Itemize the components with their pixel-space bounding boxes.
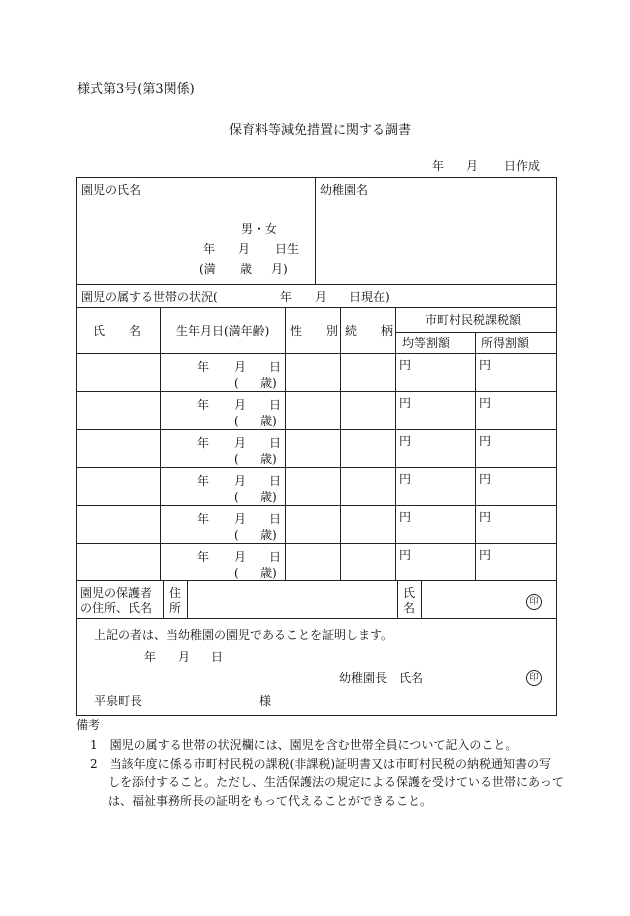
guardian-divider-2 [187, 580, 188, 618]
row-equal-yen: 円 [399, 510, 412, 524]
guardian-label-line2: の住所、氏名 [80, 601, 153, 615]
row-age-open: ( [234, 528, 239, 542]
date-year: 年 [432, 159, 445, 173]
principal-seal-icon: 印 [526, 670, 542, 686]
certification-year: 年 [144, 650, 157, 664]
addressee-honorific: 様 [259, 694, 272, 708]
birth-month: 月 [238, 242, 251, 256]
col-divider-2 [285, 307, 286, 580]
addressee: 平泉町長 [94, 694, 143, 708]
row-income-yen: 円 [479, 548, 492, 562]
row-equal-yen: 円 [399, 396, 412, 410]
row-birth-year: 年 [197, 398, 210, 412]
row-age-open: ( [234, 452, 239, 466]
row-equal-yen: 円 [399, 472, 412, 486]
child-name-label: 園児の氏名 [81, 183, 142, 197]
row-age-close: 歳) [260, 490, 277, 504]
row-separator [76, 429, 557, 430]
row-age-open: ( [234, 376, 239, 390]
gender-selection: 男・女 [241, 222, 278, 236]
column-header-sex: 性 別 [290, 324, 339, 338]
principal-name-label: 幼稚園長 氏名 [339, 671, 424, 685]
column-header-tax: 市町村民税課税額 [425, 313, 522, 327]
form-number: 様式第3号(第3関係) [77, 82, 195, 97]
birth-day: 日生 [275, 242, 300, 256]
name-label-2: 名 [403, 601, 416, 615]
row-income-yen: 円 [479, 396, 492, 410]
row-birth-year: 年 [197, 550, 210, 564]
divider-section1 [76, 284, 557, 285]
row-age-close: 歳) [260, 452, 277, 466]
document-title: 保育料等減免措置に関する調書 [229, 123, 412, 138]
row-birth-year: 年 [197, 512, 210, 526]
table-border-top [76, 177, 557, 178]
kindergarten-name-label: 幼稚園名 [320, 183, 369, 197]
age-months: 月) [271, 262, 288, 276]
age-years: 歳 [240, 262, 253, 276]
table-border-bottom [76, 715, 557, 716]
date-month: 月 [466, 159, 479, 173]
notes-title: 備考 [76, 718, 101, 732]
col-divider-4 [395, 307, 396, 580]
column-header-income: 所得割額 [481, 336, 530, 350]
row-birth-month: 月 [234, 474, 247, 488]
household-status-label: 園児の属する世帯の状況( [81, 290, 218, 304]
row-birth-day: 日 [269, 398, 282, 412]
row-birth-month: 月 [234, 436, 247, 450]
divider-child-kindergarten [315, 177, 316, 284]
row-income-yen: 円 [479, 358, 492, 372]
row-birth-month: 月 [234, 360, 247, 374]
row-age-close: 歳) [260, 528, 277, 542]
address-label-2: 所 [169, 601, 182, 615]
row-equal-yen: 円 [399, 434, 412, 448]
table-border-right [556, 177, 557, 716]
row-age-close: 歳) [260, 566, 277, 580]
row-birth-year: 年 [197, 360, 210, 374]
certification-statement: 上記の者は、当幼稚園の園児であることを証明します。 [94, 628, 394, 642]
note-2-line1: 2 当該年度に係る市町村民税の課税(非課税)証明書又は市町村民税の納税通知書の写 [90, 757, 552, 771]
row-separator [76, 467, 557, 468]
row-equal-yen: 円 [399, 358, 412, 372]
divider-tax-subheader [395, 332, 557, 333]
row-birth-day: 日 [269, 512, 282, 526]
row-age-open: ( [234, 490, 239, 504]
household-as-of: 日現在) [349, 290, 390, 304]
guardian-divider-4 [421, 580, 422, 618]
row-age-open: ( [234, 566, 239, 580]
row-birth-month: 月 [234, 512, 247, 526]
household-year: 年 [280, 290, 293, 304]
row-birth-day: 日 [269, 360, 282, 374]
column-header-relation: 続 柄 [345, 324, 394, 338]
row-birth-day: 日 [269, 436, 282, 450]
address-label-1: 住 [169, 586, 182, 600]
guardian-divider-1 [163, 580, 164, 618]
row-birth-day: 日 [269, 550, 282, 564]
divider-guardian [76, 618, 557, 619]
column-header-name: 氏 名 [93, 324, 142, 338]
row-birth-year: 年 [197, 436, 210, 450]
divider-household-label [76, 307, 557, 308]
row-birth-month: 月 [234, 398, 247, 412]
row-income-yen: 円 [479, 434, 492, 448]
row-equal-yen: 円 [399, 548, 412, 562]
divider-column-header [76, 353, 557, 354]
certification-day: 日 [211, 650, 224, 664]
row-separator [76, 580, 557, 581]
row-income-yen: 円 [479, 472, 492, 486]
row-age-close: 歳) [260, 376, 277, 390]
row-age-close: 歳) [260, 414, 277, 428]
row-separator [76, 543, 557, 544]
column-header-equal: 均等割額 [402, 336, 451, 350]
note-1: 1 園児の属する世帯の状況欄には、園児を含む世帯全員について記入のこと。 [90, 738, 518, 752]
col-divider-3 [340, 307, 341, 580]
guardian-seal-icon: 印 [526, 594, 542, 610]
row-birth-year: 年 [197, 474, 210, 488]
household-month: 月 [315, 290, 328, 304]
col-divider-1 [160, 307, 161, 580]
guardian-label-line1: 園児の保護者 [80, 586, 153, 600]
certification-month: 月 [178, 650, 191, 664]
note-2-line3: は、福祉事務所長の証明をもって代えることができること。 [108, 794, 433, 808]
age-open: (満 [199, 262, 216, 276]
note-2-line2: しを添付すること。ただし、生活保護法の規定による保護を受けている世帯にあって [108, 775, 564, 789]
guardian-divider-3 [397, 580, 398, 618]
row-separator [76, 391, 557, 392]
row-income-yen: 円 [479, 510, 492, 524]
date-created: 日作成 [504, 159, 541, 173]
table-border-left [76, 177, 77, 716]
column-header-birthdate: 生年月日(満年齢) [176, 324, 270, 338]
birth-year: 年 [203, 242, 216, 256]
row-birth-month: 月 [234, 550, 247, 564]
row-birth-day: 日 [269, 474, 282, 488]
name-label-1: 氏 [403, 586, 416, 600]
row-separator [76, 505, 557, 506]
row-age-open: ( [234, 414, 239, 428]
